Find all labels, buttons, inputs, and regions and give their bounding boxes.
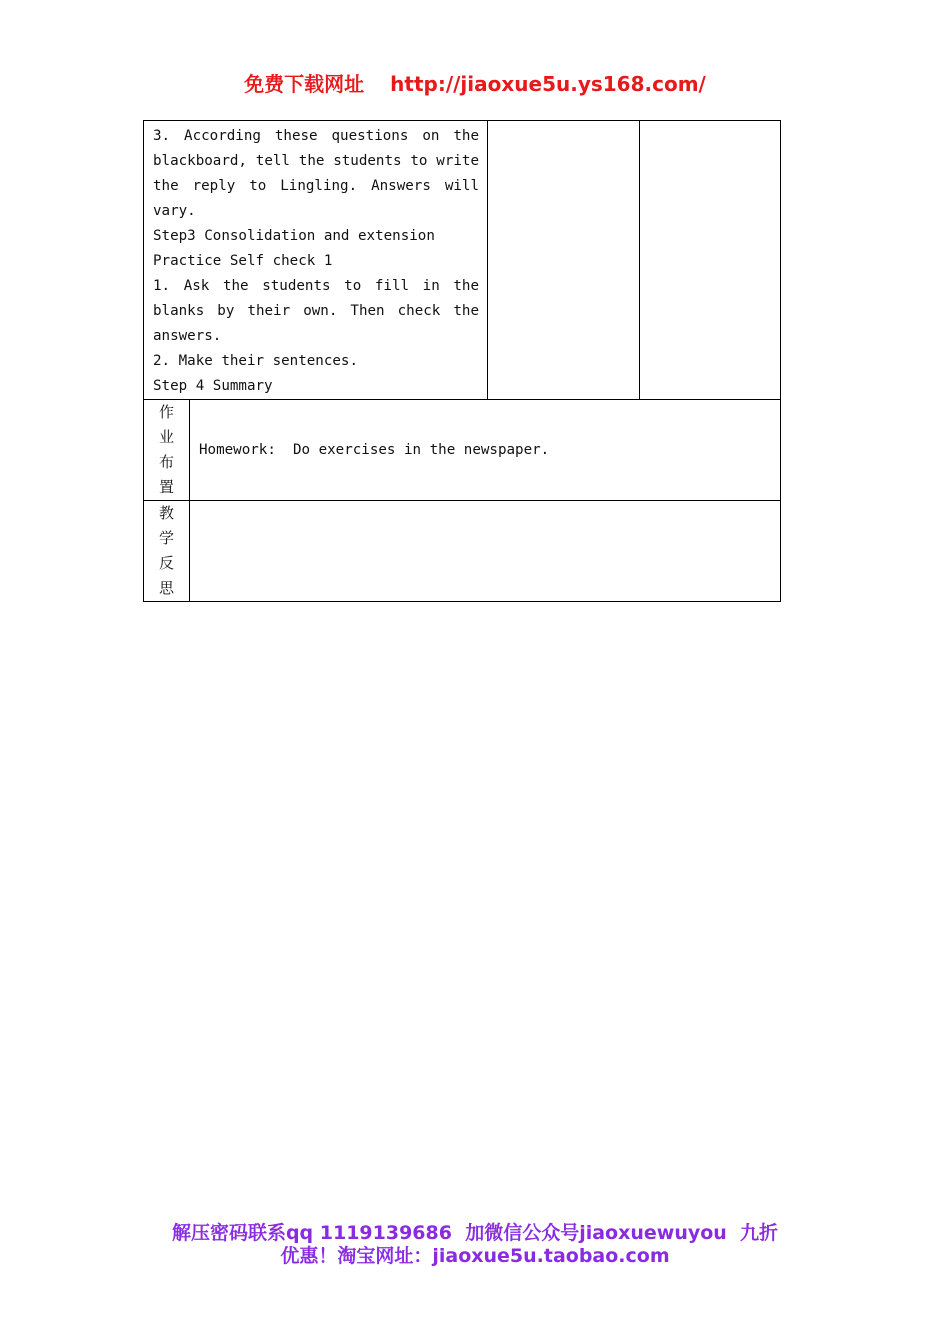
empty-cell xyxy=(640,121,781,400)
step-paragraph: 3. According these questions on the blackboard, tell the students to write the reply to Lingling. Answers will vary. xyxy=(153,128,480,219)
lesson-plan-table xyxy=(143,120,781,602)
label-char: 业 xyxy=(158,428,174,446)
label-char: 布 xyxy=(158,453,174,471)
empty-cell xyxy=(488,121,640,400)
label-char: 学 xyxy=(158,529,174,547)
label-char: 思 xyxy=(158,579,174,597)
reflection-label xyxy=(144,501,190,602)
step-heading: Step 4 Summary xyxy=(153,378,273,394)
label-char: 作 xyxy=(158,403,174,421)
homework-text: Homework: Do exercises in the newspaper. xyxy=(190,400,781,501)
label-char: 反 xyxy=(158,554,174,572)
header-title: 免费下载网址 xyxy=(244,72,365,96)
step-paragraph: 2. Make their sentences. xyxy=(153,353,358,369)
footer-shop-link: 优惠！淘宝网址：jiaoxue5u.taobao.com xyxy=(280,1245,670,1267)
step-heading: Step3 Consolidation and extension xyxy=(153,228,435,244)
reflection-row xyxy=(144,501,781,602)
label-char: 置 xyxy=(158,478,174,496)
reflection-content xyxy=(190,501,781,602)
header-url-link[interactable]: http://jiaoxue5u.ys168.com/ xyxy=(390,72,706,96)
homework-row xyxy=(144,400,781,501)
step-paragraph: 1. Ask the students to fill in the blanks by their own. Then check the answers. xyxy=(153,278,480,344)
page-header xyxy=(0,68,950,97)
steps-row xyxy=(144,121,781,400)
homework-label xyxy=(144,400,190,501)
footer-contact: 解压密码联系qq 1119139686 加微信公众号jiaoxuewuyou 九折 xyxy=(171,1222,779,1244)
step-paragraph: Practice Self check 1 xyxy=(153,253,333,269)
steps-cell xyxy=(144,121,488,400)
label-char: 教 xyxy=(158,504,174,522)
